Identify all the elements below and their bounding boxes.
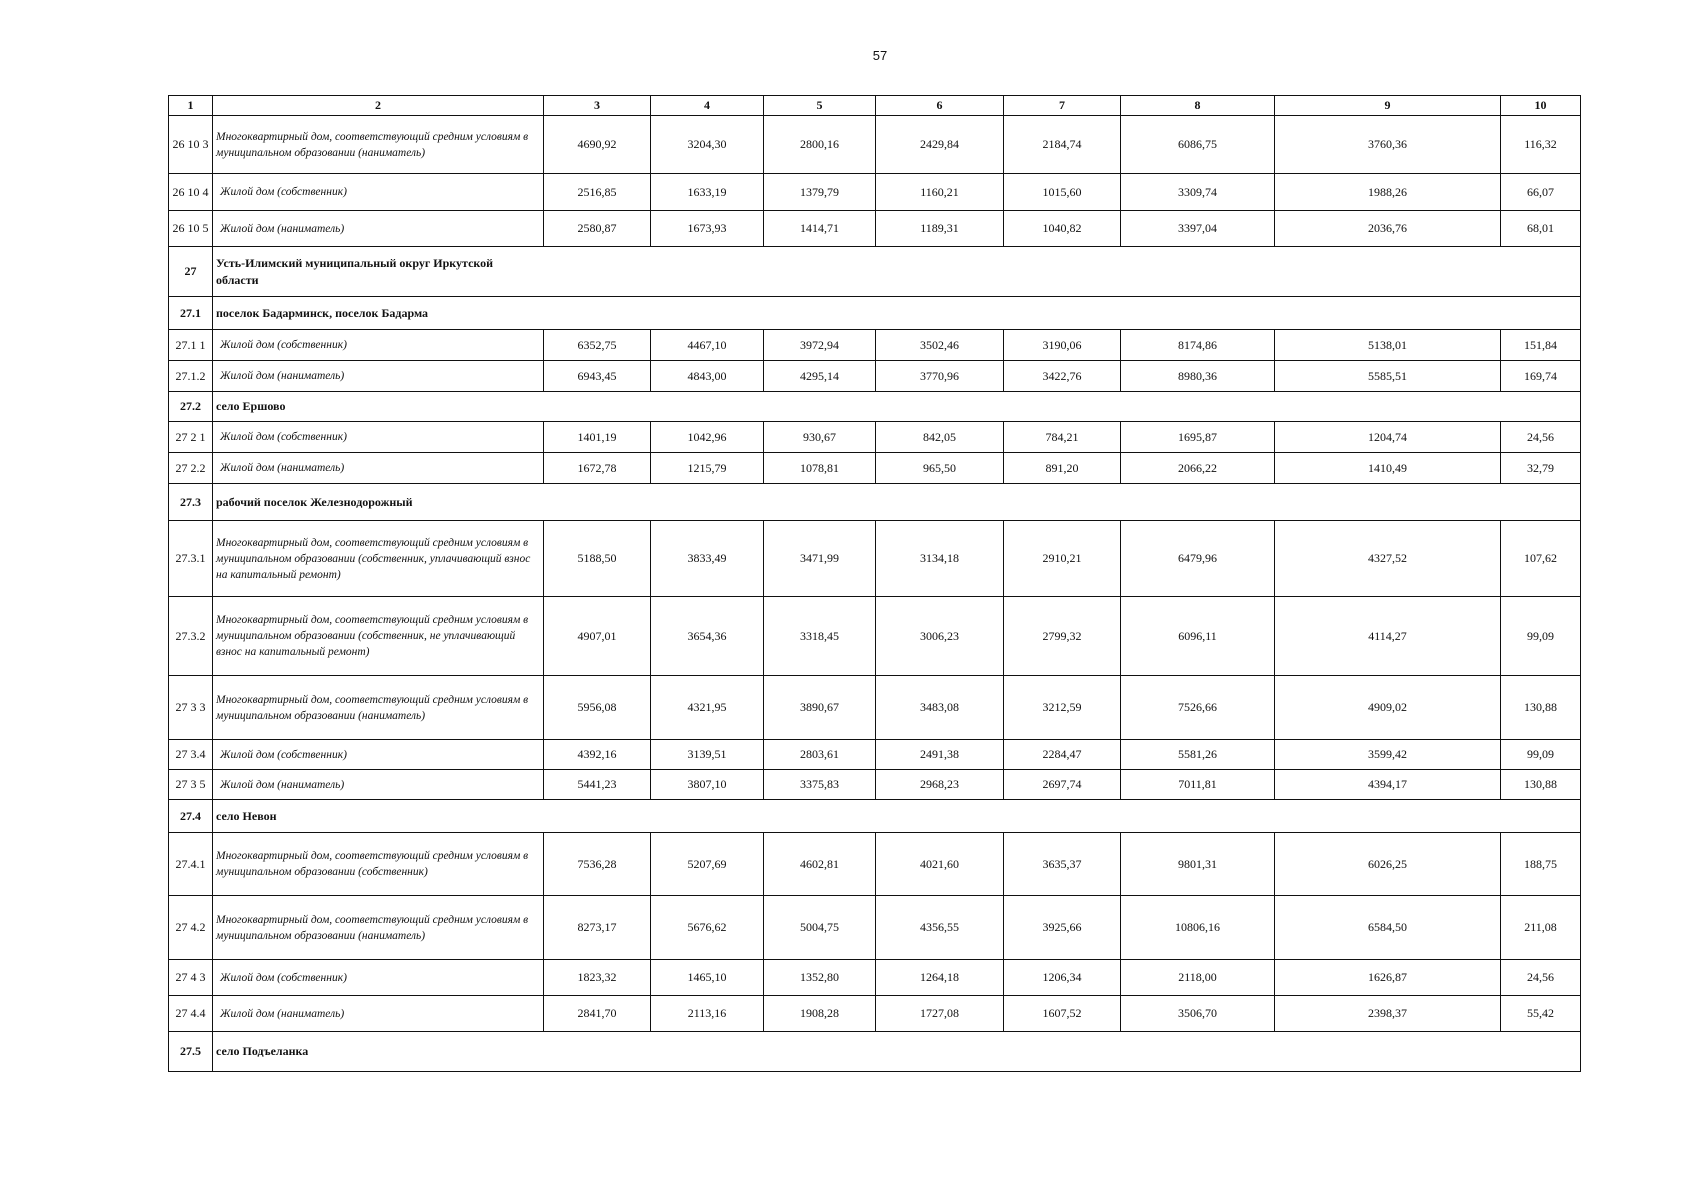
row-description: Жилой дом (наниматель): [213, 453, 544, 484]
section-row: [169, 1032, 1581, 1072]
column-number-row: [169, 96, 1581, 116]
value-cell: 5585,51: [1275, 361, 1501, 392]
section-row: [169, 297, 1581, 330]
value-cell: 1633,19: [651, 174, 764, 211]
value-cell: 4392,16: [544, 740, 651, 770]
table-row: [169, 833, 1581, 896]
row-description: Жилой дом (наниматель): [213, 770, 544, 800]
column-header: 8: [1121, 96, 1275, 116]
value-cell: 1401,19: [544, 422, 651, 453]
value-cell: 3502,46: [876, 330, 1004, 361]
row-code: 27 3 3: [169, 676, 213, 740]
value-cell: 4321,95: [651, 676, 764, 740]
row-code: 27.3.2: [169, 597, 213, 676]
value-cell: 2910,21: [1004, 521, 1121, 597]
table-row: [169, 330, 1581, 361]
value-cell: 1823,32: [544, 960, 651, 996]
value-cell: 2284,47: [1004, 740, 1121, 770]
section-row: [169, 800, 1581, 833]
value-cell: 4909,02: [1275, 676, 1501, 740]
value-cell: 3375,83: [764, 770, 876, 800]
row-code: 27 4 3: [169, 960, 213, 996]
value-cell: 8273,17: [544, 896, 651, 960]
value-cell: 3212,59: [1004, 676, 1121, 740]
row-code: 27 2 1: [169, 422, 213, 453]
value-cell: 3483,08: [876, 676, 1004, 740]
row-description: Жилой дом (собственник): [213, 422, 544, 453]
value-cell: 1015,60: [1004, 174, 1121, 211]
value-cell: 3833,49: [651, 521, 764, 597]
value-cell: 130,88: [1501, 676, 1581, 740]
table-row: [169, 676, 1581, 740]
value-cell: 5676,62: [651, 896, 764, 960]
value-cell: 3397,04: [1121, 211, 1275, 247]
value-cell: 1727,08: [876, 996, 1004, 1032]
value-cell: 4394,17: [1275, 770, 1501, 800]
value-cell: 24,56: [1501, 960, 1581, 996]
section-row: [169, 484, 1581, 521]
value-cell: 3309,74: [1121, 174, 1275, 211]
table-row: [169, 960, 1581, 996]
row-code: 27: [169, 247, 213, 297]
column-header: 6: [876, 96, 1004, 116]
value-cell: 1204,74: [1275, 422, 1501, 453]
row-code: 27.4: [169, 800, 213, 833]
value-cell: 4602,81: [764, 833, 876, 896]
table-row: [169, 422, 1581, 453]
section-title: рабочий поселок Железнодорожный: [213, 484, 1581, 521]
row-code: 26 10 3: [169, 116, 213, 174]
column-header: 4: [651, 96, 764, 116]
value-cell: 2799,32: [1004, 597, 1121, 676]
value-cell: 3760,36: [1275, 116, 1501, 174]
table-row: [169, 116, 1581, 174]
value-cell: 7011,81: [1121, 770, 1275, 800]
section-title: село Подъеланка: [213, 1032, 1581, 1072]
value-cell: 1673,93: [651, 211, 764, 247]
value-cell: 8980,36: [1121, 361, 1275, 392]
value-cell: 99,09: [1501, 740, 1581, 770]
value-cell: 6584,50: [1275, 896, 1501, 960]
row-code: 27.2: [169, 392, 213, 422]
value-cell: 4021,60: [876, 833, 1004, 896]
column-header: 9: [1275, 96, 1501, 116]
row-code: 27 2.2: [169, 453, 213, 484]
value-cell: 1414,71: [764, 211, 876, 247]
value-cell: 4907,01: [544, 597, 651, 676]
value-cell: 1465,10: [651, 960, 764, 996]
value-cell: 1264,18: [876, 960, 1004, 996]
row-description: Многоквартирный дом, соответствующий средним условиям в муниципальном образовании (наниматель): [213, 116, 544, 174]
value-cell: 2516,85: [544, 174, 651, 211]
row-code: 27.1.2: [169, 361, 213, 392]
row-code: 27.1 1: [169, 330, 213, 361]
value-cell: 1042,96: [651, 422, 764, 453]
value-cell: 1040,82: [1004, 211, 1121, 247]
table-row: [169, 174, 1581, 211]
value-cell: 1672,78: [544, 453, 651, 484]
value-cell: 2036,76: [1275, 211, 1501, 247]
table-body: [169, 116, 1581, 1072]
row-code: 27 4.2: [169, 896, 213, 960]
value-cell: 3006,23: [876, 597, 1004, 676]
value-cell: 10806,16: [1121, 896, 1275, 960]
value-cell: 4114,27: [1275, 597, 1501, 676]
value-cell: 5188,50: [544, 521, 651, 597]
value-cell: 1078,81: [764, 453, 876, 484]
value-cell: 2841,70: [544, 996, 651, 1032]
row-code: 27.4.1: [169, 833, 213, 896]
value-cell: 1626,87: [1275, 960, 1501, 996]
table-row: [169, 211, 1581, 247]
page-number: 57: [872, 48, 888, 63]
row-code: 27.3: [169, 484, 213, 521]
value-cell: 5441,23: [544, 770, 651, 800]
row-description: Жилой дом (собственник): [213, 740, 544, 770]
table-row: [169, 361, 1581, 392]
value-cell: 3807,10: [651, 770, 764, 800]
value-cell: 7536,28: [544, 833, 651, 896]
row-description: Многоквартирный дом, соответствующий средним условиям в муниципальном образовании (собственник, уплачивающий взнос на капитальный ремонт): [213, 521, 544, 597]
table-row: [169, 597, 1581, 676]
row-description: Многоквартирный дом, соответствующий средним условиям в муниципальном образовании (наниматель): [213, 896, 544, 960]
value-cell: 188,75: [1501, 833, 1581, 896]
value-cell: 4356,55: [876, 896, 1004, 960]
value-cell: 24,56: [1501, 422, 1581, 453]
value-cell: 6943,45: [544, 361, 651, 392]
value-cell: 930,67: [764, 422, 876, 453]
value-cell: 1607,52: [1004, 996, 1121, 1032]
row-description: Жилой дом (собственник): [213, 174, 544, 211]
value-cell: 3422,76: [1004, 361, 1121, 392]
value-cell: 68,01: [1501, 211, 1581, 247]
value-cell: 4295,14: [764, 361, 876, 392]
value-cell: 2803,61: [764, 740, 876, 770]
row-code: 27 3.4: [169, 740, 213, 770]
value-cell: 5207,69: [651, 833, 764, 896]
table-row: [169, 521, 1581, 597]
value-cell: 3654,36: [651, 597, 764, 676]
value-cell: 4467,10: [651, 330, 764, 361]
value-cell: 9801,31: [1121, 833, 1275, 896]
value-cell: 4690,92: [544, 116, 651, 174]
value-cell: 1189,31: [876, 211, 1004, 247]
value-cell: 2118,00: [1121, 960, 1275, 996]
row-description: Жилой дом (наниматель): [213, 361, 544, 392]
value-cell: 3139,51: [651, 740, 764, 770]
value-cell: 1695,87: [1121, 422, 1275, 453]
row-description: Жилой дом (наниматель): [213, 211, 544, 247]
row-description: Многоквартирный дом, соответствующий средним условиям в муниципальном образовании (собственник): [213, 833, 544, 896]
value-cell: 6026,25: [1275, 833, 1501, 896]
value-cell: 1160,21: [876, 174, 1004, 211]
value-cell: 4843,00: [651, 361, 764, 392]
value-cell: 1206,34: [1004, 960, 1121, 996]
value-cell: 116,32: [1501, 116, 1581, 174]
value-cell: 3925,66: [1004, 896, 1121, 960]
value-cell: 3972,94: [764, 330, 876, 361]
value-cell: 2491,38: [876, 740, 1004, 770]
value-cell: 784,21: [1004, 422, 1121, 453]
value-cell: 1410,49: [1275, 453, 1501, 484]
value-cell: 5956,08: [544, 676, 651, 740]
tariff-table: [168, 95, 1581, 1072]
section-row: [169, 392, 1581, 422]
value-cell: 6479,96: [1121, 521, 1275, 597]
value-cell: 7526,66: [1121, 676, 1275, 740]
table-row: [169, 453, 1581, 484]
value-cell: 3471,99: [764, 521, 876, 597]
value-cell: 2580,87: [544, 211, 651, 247]
row-code: 27.3.1: [169, 521, 213, 597]
row-description: Многоквартирный дом, соответствующий средним условиям в муниципальном образовании (собственник, не уплачивающий взнос на капитальный ремонт): [213, 597, 544, 676]
value-cell: 891,20: [1004, 453, 1121, 484]
value-cell: 169,74: [1501, 361, 1581, 392]
row-description: Многоквартирный дом, соответствующий средним условиям в муниципальном образовании (наниматель): [213, 676, 544, 740]
row-code: 27 3 5: [169, 770, 213, 800]
row-code: 27.5: [169, 1032, 213, 1072]
value-cell: 5138,01: [1275, 330, 1501, 361]
column-header: 1: [169, 96, 213, 116]
row-code: 26 10 4: [169, 174, 213, 211]
table-row: [169, 996, 1581, 1032]
value-cell: 1215,79: [651, 453, 764, 484]
column-header: 3: [544, 96, 651, 116]
table-row: [169, 770, 1581, 800]
value-cell: 151,84: [1501, 330, 1581, 361]
value-cell: 3204,30: [651, 116, 764, 174]
row-description: Жилой дом (собственник): [213, 330, 544, 361]
value-cell: 2429,84: [876, 116, 1004, 174]
value-cell: 5581,26: [1121, 740, 1275, 770]
value-cell: 1379,79: [764, 174, 876, 211]
value-cell: 130,88: [1501, 770, 1581, 800]
value-cell: 3506,70: [1121, 996, 1275, 1032]
value-cell: 6352,75: [544, 330, 651, 361]
section-title: поселок Бадарминск, поселок Бадарма: [213, 297, 1581, 330]
value-cell: 211,08: [1501, 896, 1581, 960]
value-cell: 3190,06: [1004, 330, 1121, 361]
value-cell: 66,07: [1501, 174, 1581, 211]
value-cell: 3599,42: [1275, 740, 1501, 770]
column-header: 5: [764, 96, 876, 116]
row-code: 26 10 5: [169, 211, 213, 247]
value-cell: 2968,23: [876, 770, 1004, 800]
row-code: 27.1: [169, 297, 213, 330]
value-cell: 32,79: [1501, 453, 1581, 484]
value-cell: 3635,37: [1004, 833, 1121, 896]
value-cell: 2398,37: [1275, 996, 1501, 1032]
value-cell: 107,62: [1501, 521, 1581, 597]
value-cell: 3134,18: [876, 521, 1004, 597]
value-cell: 3890,67: [764, 676, 876, 740]
value-cell: 4327,52: [1275, 521, 1501, 597]
column-header: 7: [1004, 96, 1121, 116]
value-cell: 2184,74: [1004, 116, 1121, 174]
value-cell: 965,50: [876, 453, 1004, 484]
value-cell: 8174,86: [1121, 330, 1275, 361]
row-code: 27 4.4: [169, 996, 213, 1032]
value-cell: 1908,28: [764, 996, 876, 1032]
value-cell: 99,09: [1501, 597, 1581, 676]
section-title: село Невон: [213, 800, 1581, 833]
column-header: 2: [213, 96, 544, 116]
value-cell: 55,42: [1501, 996, 1581, 1032]
section-title: Усть-Илимский муниципальный округ Иркутской области: [213, 247, 1581, 297]
value-cell: 5004,75: [764, 896, 876, 960]
value-cell: 1352,80: [764, 960, 876, 996]
value-cell: 6086,75: [1121, 116, 1275, 174]
value-cell: 2066,22: [1121, 453, 1275, 484]
column-header: 10: [1501, 96, 1581, 116]
row-description: Жилой дом (собственник): [213, 960, 544, 996]
value-cell: 2697,74: [1004, 770, 1121, 800]
value-cell: 1988,26: [1275, 174, 1501, 211]
section-row: [169, 247, 1581, 297]
value-cell: 6096,11: [1121, 597, 1275, 676]
value-cell: 2113,16: [651, 996, 764, 1032]
value-cell: 2800,16: [764, 116, 876, 174]
value-cell: 3318,45: [764, 597, 876, 676]
section-title: село Ершово: [213, 392, 1581, 422]
value-cell: 842,05: [876, 422, 1004, 453]
value-cell: 3770,96: [876, 361, 1004, 392]
table-row: [169, 740, 1581, 770]
row-description: Жилой дом (наниматель): [213, 996, 544, 1032]
table-row: [169, 896, 1581, 960]
